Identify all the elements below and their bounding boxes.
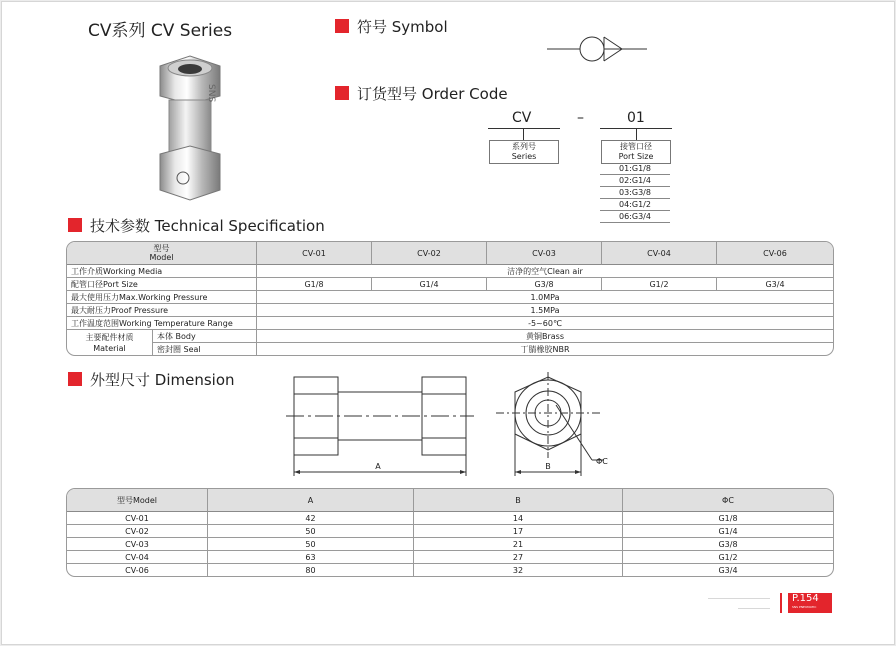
model-col: CV-02 — [372, 242, 487, 265]
section-square-icon — [335, 19, 349, 33]
section-square-icon — [68, 372, 82, 386]
order-code-value: 01 — [627, 110, 645, 126]
table-row: CV-04 63 27 G1/2 — [67, 551, 833, 564]
dim-header-row: 型号Model A B ΦC — [67, 489, 833, 512]
spec-header-row — [67, 242, 833, 265]
material-label: 主要配件材质 Material — [67, 330, 153, 355]
section-square-icon — [68, 218, 82, 232]
prefix-tick — [523, 128, 524, 140]
order-prefix: CV — [512, 110, 532, 126]
series-box: 系列号 Series — [489, 140, 559, 164]
footer-accent-bar — [780, 593, 782, 613]
model-col: CV-03 — [487, 242, 602, 265]
dim-a-label: A — [375, 462, 381, 471]
check-valve-symbol — [542, 32, 652, 66]
spec-row-body: 主要配件材质 Material 本体 Body 黄铜Brass — [67, 330, 833, 343]
catalog-page — [1, 1, 895, 645]
page-number: P.154 — [792, 593, 819, 604]
brand-subtext: SNS PNEUMATIC — [792, 605, 817, 609]
spec-row-port: 配管口径Port Size G1/8 G1/4 G3/8 G1/2 G3/4 — [67, 278, 833, 291]
model-header: 型号 Model — [67, 242, 257, 265]
symbol-heading: 符号 Symbol — [335, 16, 448, 37]
port-option: 01:G1/8 — [600, 163, 670, 175]
order-dash: – — [577, 110, 584, 126]
spec-row-max-pressure: 最大使用压力Max.Working Pressure 1.0MPa — [67, 291, 833, 304]
table-row: CV-03 50 21 G3/8 — [67, 538, 833, 551]
order-code-heading: 订货型号 Order Code — [335, 83, 508, 104]
footer-rule — [738, 608, 770, 609]
model-col: CV-06 — [717, 242, 833, 265]
port-option: 02:G1/4 — [600, 175, 670, 187]
section-square-icon — [335, 86, 349, 100]
tech-spec-heading: 技术参数 Technical Specification — [68, 215, 325, 236]
spec-row-seal: 密封圈 Seal 丁腈橡胶NBR — [67, 343, 833, 355]
prefix-underline — [488, 128, 560, 129]
dim-b-label: B — [545, 462, 551, 471]
product-photo — [152, 54, 228, 202]
end-view-drawing — [496, 372, 626, 478]
table-row: CV-06 80 32 G3/4 — [67, 564, 833, 576]
spec-row-temperature: 工作温度范围Working Temperature Range -5~60℃ — [67, 317, 833, 330]
table-row: CV-02 50 17 G1/4 — [67, 525, 833, 538]
port-option: 04:G1/2 — [600, 199, 670, 211]
spec-row-medium: 工作介质Working Media 洁净的空气Clean air — [67, 265, 833, 278]
port-size-box: 接管口径 Port Size — [601, 140, 671, 164]
table-row: CV-01 42 14 G1/8 — [67, 512, 833, 525]
side-view-drawing — [286, 372, 476, 478]
dim-c-label: ΦC — [596, 457, 608, 466]
port-option: 06:G3/4 — [600, 211, 670, 223]
model-col: CV-04 — [602, 242, 717, 265]
model-col: CV-01 — [257, 242, 372, 265]
page-title: CV系列 CV Series — [88, 21, 233, 41]
spec-row-proof-pressure: 最大耐压力Proof Pressure 1.5MPa — [67, 304, 833, 317]
port-option: 03:G3/8 — [600, 187, 670, 199]
product-marking: SNS — [206, 84, 216, 103]
code-tick — [636, 128, 637, 140]
footer-rule — [708, 598, 770, 599]
dimension-table — [66, 488, 834, 577]
spec-table — [66, 241, 834, 356]
dimension-heading: 外型尺寸 Dimension — [68, 369, 235, 390]
page-number-badge — [788, 593, 832, 613]
